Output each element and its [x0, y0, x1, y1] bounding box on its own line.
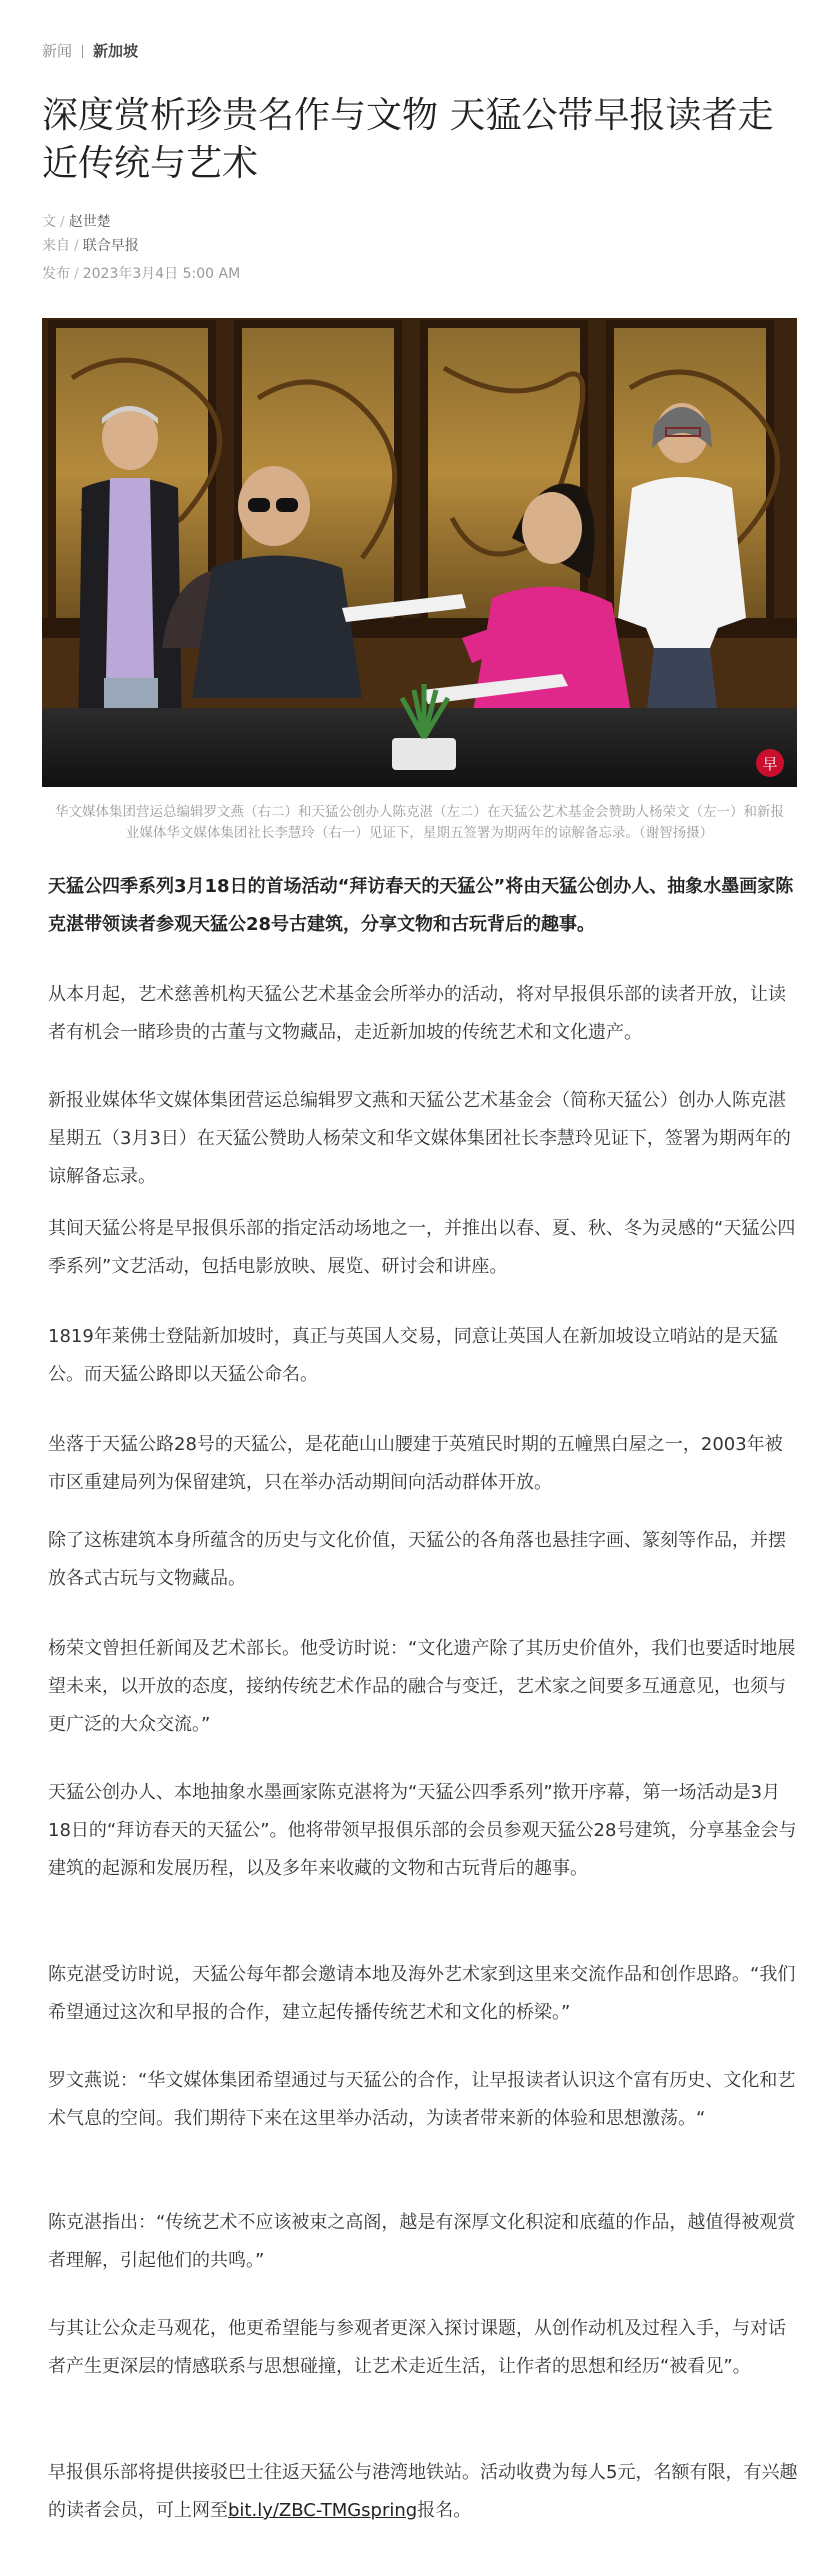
- paragraph-5: 坐落于天猛公路28号的天猛公，是花葩山山腰建于英殖民时期的五幢黑白屋之一，2003年被市区重建局列为保留建筑，只在举办活动期间向活动群体开放。: [48, 1434, 783, 1493]
- signup-link[interactable]: bit.ly/ZBC-TMGspring: [228, 2500, 418, 2521]
- paragraph-1: 从本月起，艺术慈善机构天猛公艺术基金会所举办的活动，将对早报俱乐部的读者开放，让读者有机会一睹珍贵的古董与文物藏品，走近新加坡的传统艺术和文化遗产。: [48, 984, 786, 1043]
- signup-text-before: 早报俱乐部将提供接驳巴士往返天猛公与港湾地铁站。活动收费为每人5元，名额有限，有兴趣的读者会员，可上网至: [48, 2462, 798, 2521]
- paragraph-7: 杨荣文曾担任新闻及艺术部长。他受访时说：“文化遗产除了其历史价值外，我们也要适时地展望未来，以开放的态度，接纳传统艺术作品的融合与变迁，艺术家之间要多互通意见，也须与更广泛的大众交流。”: [48, 1638, 796, 1735]
- paragraph-4: 1819年莱佛士登陆新加坡时，真正与英国人交易，同意让英国人在新加坡设立哨站的是天猛公。而天猛公路即以天猛公命名。: [48, 1326, 778, 1385]
- author-name[interactable]: 赵世楚: [68, 214, 111, 230]
- source-name: 联合早报: [82, 238, 139, 254]
- paragraph-9: 陈克湛受访时说，天猛公每年都会邀请本地及海外艺术家到这里来交流作品和创作思路。“我们希望通过这次和早报的合作，建立起传播传统艺术和文化的桥梁。”: [48, 1964, 796, 2023]
- breadcrumb-current[interactable]: 新加坡: [93, 42, 139, 60]
- publish-date: 2023年3月4日 5:00 AM: [82, 266, 241, 282]
- paragraph-10: 罗文燕说：“华文媒体集团希望通过与天猛公的合作，让早报读者认识这个富有历史、文化和艺术气息的空间。我们期待下来在这里举办活动，为读者带来新的体验和思想激荡。“: [48, 2070, 796, 2129]
- author-line: 文 / 赵世楚: [42, 214, 111, 230]
- article-title: 深度赏析珍贵名作与文物 天猛公带早报读者走近传统与艺术: [42, 95, 774, 184]
- source-line: 来自 / 联合早报: [42, 238, 139, 254]
- date-label: 发布: [42, 266, 70, 282]
- lead-paragraph: 天猛公四季系列3月18日的首场活动“拜访春天的天猛公”将由天猛公创办人、抽象水墨画家陈克湛带领读者参观天猛公28号古建筑，分享文物和古玩背后的趣事。: [48, 876, 794, 935]
- breadcrumb-divider: [82, 45, 83, 58]
- paragraph-8: 天猛公创办人、本地抽象水墨画家陈克湛将为“天猛公四季系列”揿开序幕，第一场活动是3月18日的“拜访春天的天猛公”。他将带领早报俱乐部的会员参观天猛公28号建筑，分享基金会与建筑的起源和发展历程，以及多年来收藏的文物和古玩背后的趣事。: [48, 1782, 797, 1879]
- breadcrumb-section[interactable]: 新闻: [42, 42, 73, 60]
- signup-text-after: 报名。: [417, 2500, 472, 2521]
- breadcrumb: [42, 40, 138, 62]
- paragraph-12: 与其让公众走马观花，他更希望能与参观者更深入探讨课题，从创作动机及过程入手，与对话者产生更深层的情感联系与思想碰撞，让艺术走近生活，让作者的思想和经历“被看见”。: [48, 2318, 786, 2377]
- date-line: 发布 / 2023年3月4日 5:00 AM: [42, 266, 241, 282]
- source-label: 来自: [42, 238, 70, 254]
- article-photo: [42, 318, 797, 787]
- paragraph-3: 其间天猛公将是早报俱乐部的指定活动场地之一，并推出以春、夏、秋、冬为灵感的“天猛公四季系列”文艺活动，包括电影放映、展览、研讨会和讲座。: [48, 1218, 796, 1277]
- paragraph-13: [48, 2454, 800, 2530]
- photo-caption: 华文媒体集团营运总编辑罗文燕（右二）和天猛公创办人陈克湛（左二）在天猛公艺术基金会赞助人杨荣文（左一）和新报业媒体华文媒体集团社长李慧玲（右一）见证下，星期五签署为期两年的谅解备忘录。（谢智扬摄）: [55, 804, 784, 841]
- paragraph-6: 除了这栋建筑本身所蕴含的历史与文化价值，天猛公的各角落也悬挂字画、篆刻等作品，并摆放各式古玩与文物藏品。: [48, 1530, 786, 1589]
- author-label: 文: [42, 214, 56, 230]
- photo-logo-text: 早: [762, 755, 778, 773]
- paragraph-2: 新报业媒体华文媒体集团营运总编辑罗文燕和天猛公艺术基金会（简称天猛公）创办人陈克湛星期五（3月3日）在天猛公赞助人杨荣文和华文媒体集团社长李慧玲见证下，签署为期两年的谅解备忘录。: [48, 1090, 791, 1187]
- paragraph-11: 陈克湛指出：“传统艺术不应该被束之高阁，越是有深厚文化积淀和底蕴的作品，越值得被观赏者理解，引起他们的共鸣。”: [48, 2212, 796, 2271]
